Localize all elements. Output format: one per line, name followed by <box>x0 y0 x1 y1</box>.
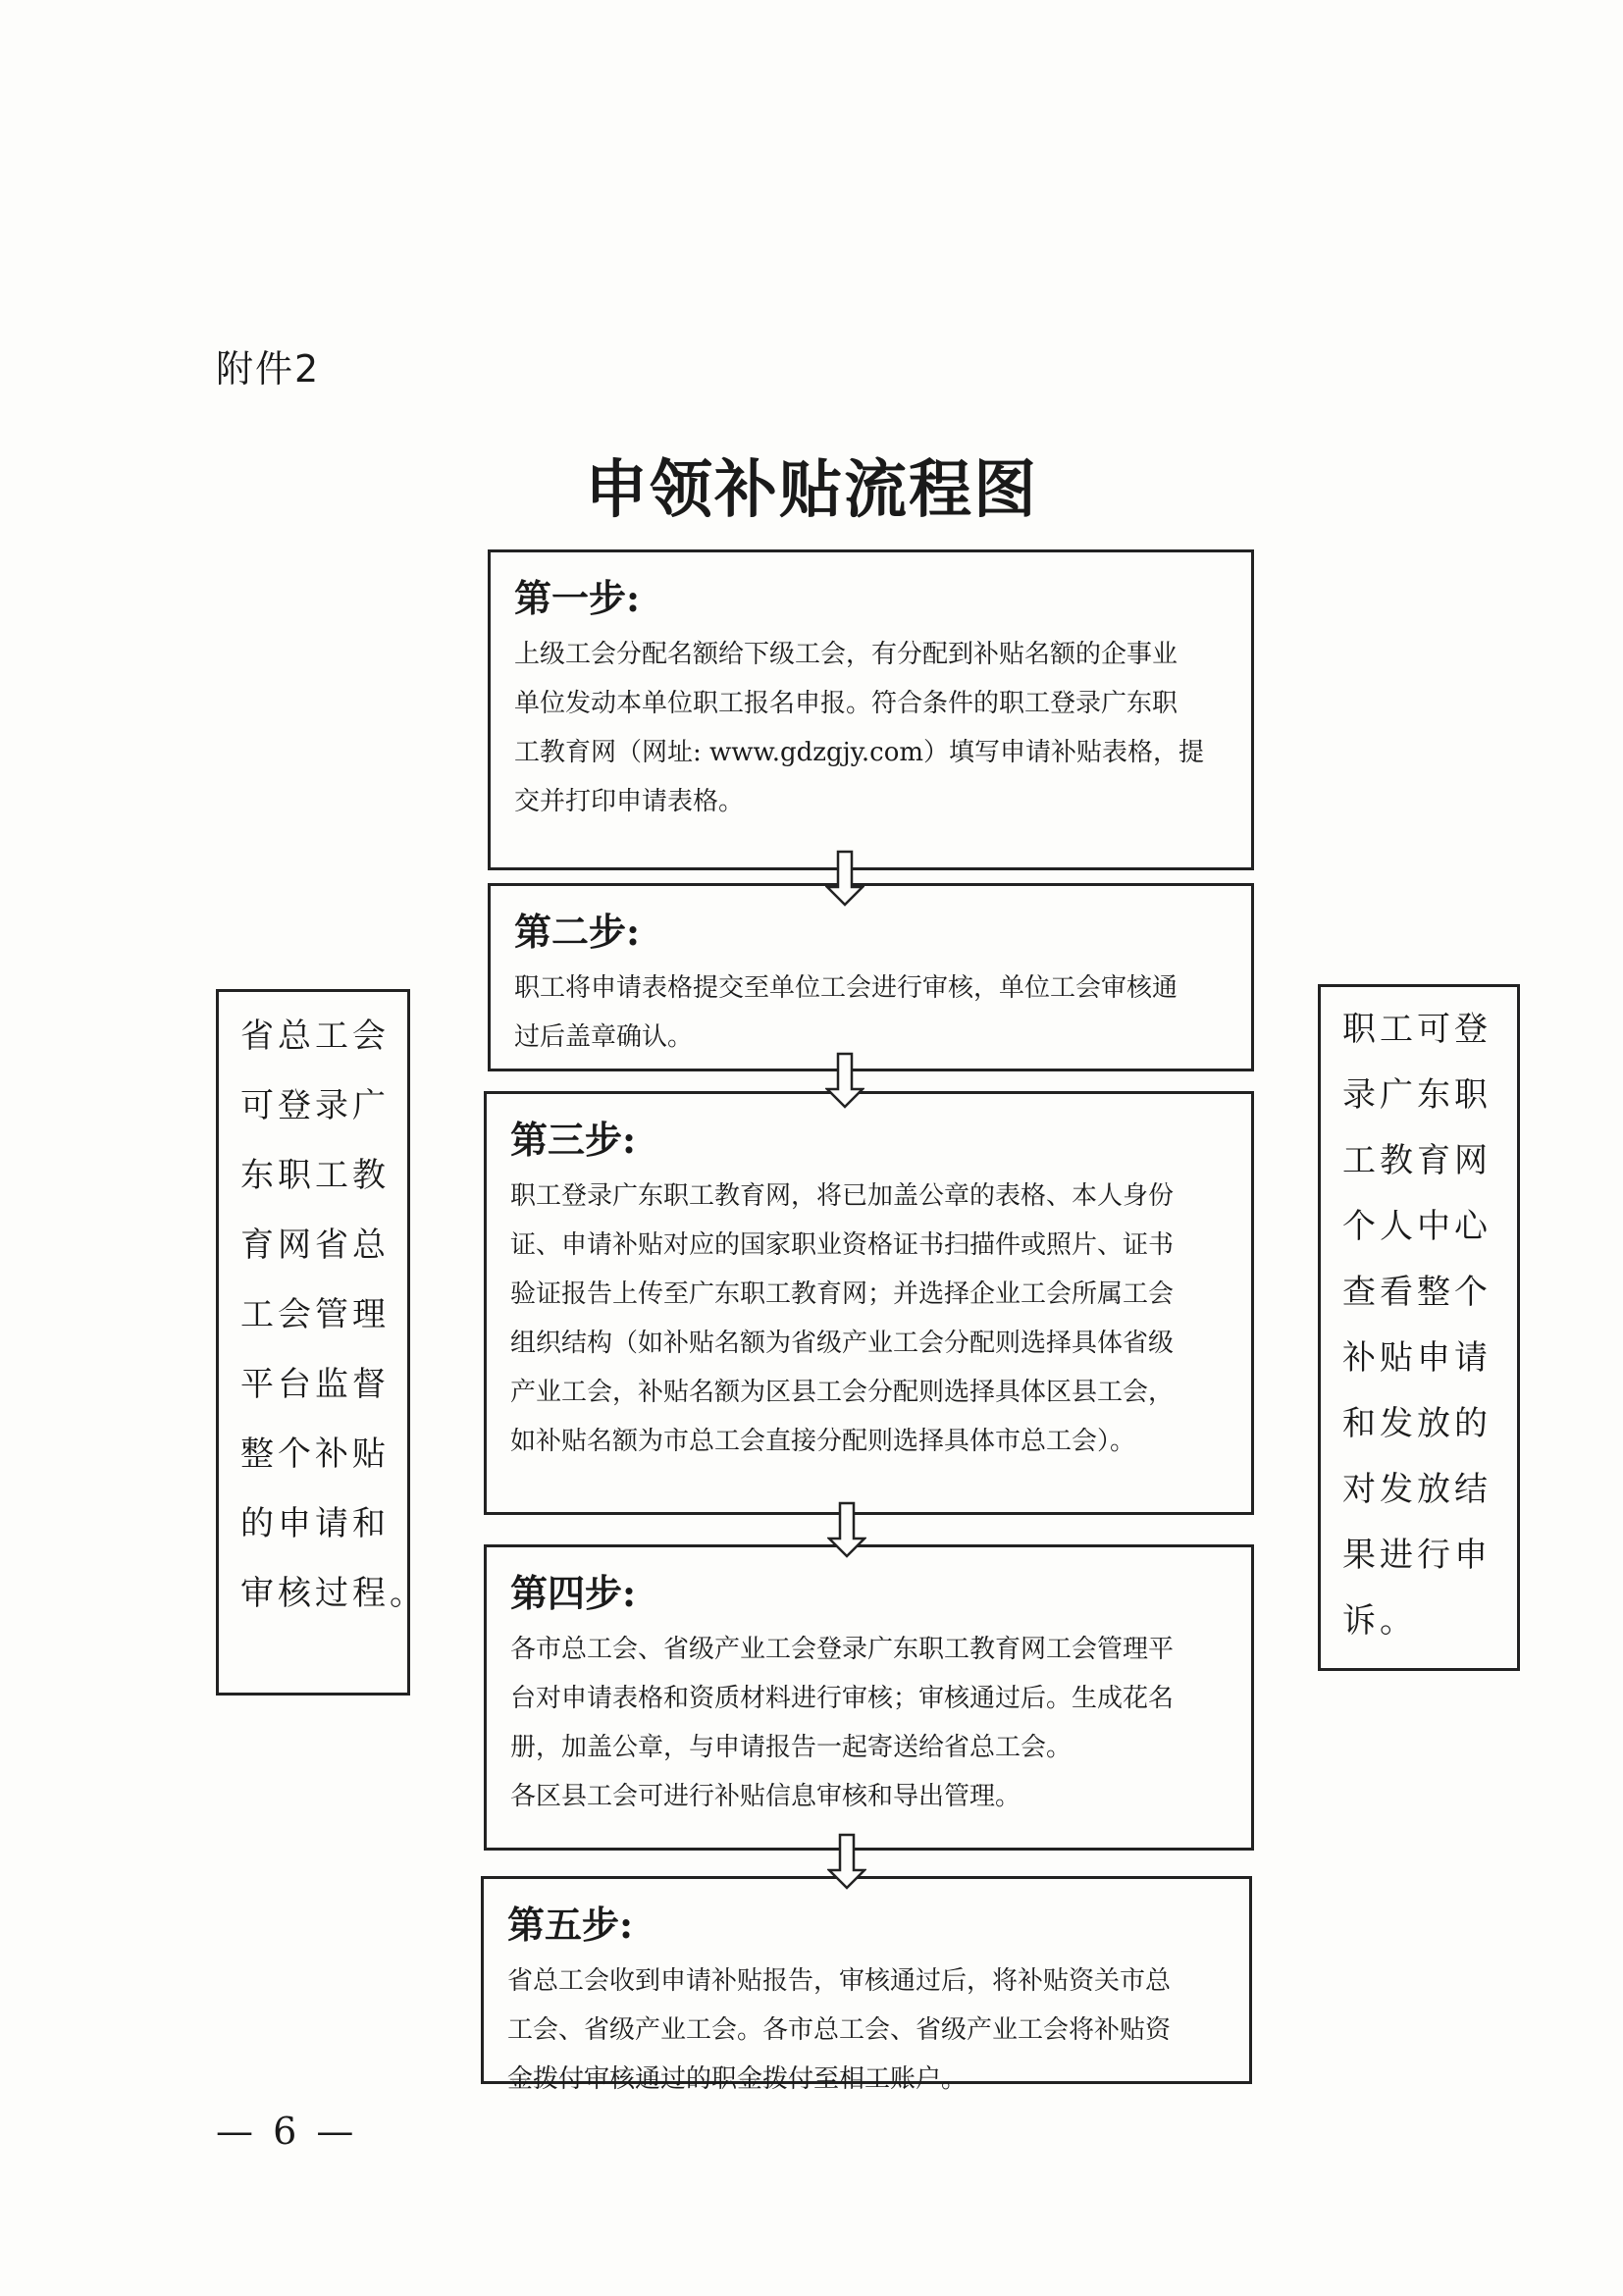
page-title: 申领补贴流程图 <box>585 454 1038 527</box>
down-arrow-icon <box>825 1052 864 1109</box>
left-note-line: 省总工会 <box>240 1017 390 1056</box>
left-note-line: 的申请和 <box>240 1504 390 1543</box>
right-note-line: 录广东职 <box>1342 1075 1492 1115</box>
left-note-line: 育网省总 <box>240 1226 390 1265</box>
step-3-line: 证、申请补贴对应的国家职业资格证书扫描件或照片、证书 <box>510 1230 1175 1260</box>
step-5-box <box>481 1876 1252 2094</box>
right-note-line: 对发放结 <box>1342 1470 1492 1509</box>
step-3-line: 组织结构（如补贴名额为省级产业工会分配则选择具体省级 <box>510 1329 1175 1358</box>
step-1-title: 第一步: <box>514 576 641 620</box>
step-5-line: 金拨付审核通过的职金拨付至相工账户。 <box>507 2064 968 2094</box>
step-1-line: 上级工会分配名额给下级工会，有分配到补贴名额的企事业 <box>514 640 1178 669</box>
step-2-line: 过后盖章确认。 <box>514 1022 694 1052</box>
step-2-box <box>488 883 1254 1071</box>
step-4-line: 各区县工会可进行补贴信息审核和导出管理。 <box>510 1782 1021 1811</box>
right-note-line: 果进行申 <box>1342 1536 1492 1575</box>
step-4-line: 册，加盖公章，与申请报告一起寄送给省总工会。 <box>510 1733 1073 1762</box>
step-5-title: 第五步: <box>507 1903 634 1947</box>
down-arrow-icon <box>825 850 864 907</box>
step-2-line: 职工将申请表格提交至单位工会进行审核，单位工会审核通 <box>514 973 1178 1003</box>
step-3-box <box>484 1091 1254 1515</box>
left-note-line: 东职工教 <box>240 1156 390 1195</box>
right-note-line: 诉。 <box>1342 1601 1417 1641</box>
right-note-line: 工教育网 <box>1342 1141 1492 1180</box>
step-1-line: 单位发动本单位职工报名申报。符合条件的职工登录广东职 <box>514 689 1178 718</box>
step-1-line: 交并打印申请表格。 <box>514 787 745 816</box>
left-note-line: 工会管理 <box>240 1295 390 1334</box>
left-note-line: 平台监督 <box>240 1365 390 1404</box>
step-1-body <box>514 630 1226 826</box>
left-note-box <box>216 989 427 1696</box>
right-note-line: 补贴申请 <box>1342 1338 1492 1378</box>
step-5-line: 省总工会收到申请补贴报告，审核通过后，将补贴资关市总 <box>507 1966 1172 1996</box>
step-1-box <box>488 549 1254 870</box>
step-4-title: 第四步: <box>510 1571 637 1615</box>
step-5-body <box>507 1957 1224 2104</box>
left-note-line: 可登录广 <box>240 1086 390 1125</box>
step-4-box <box>484 1544 1254 1851</box>
down-arrow-icon <box>827 1501 866 1558</box>
attachment-label: 附件2 <box>216 347 321 391</box>
left-note-line: 整个补贴 <box>240 1435 390 1474</box>
down-arrow-icon <box>827 1833 866 1890</box>
step-2-title: 第二步: <box>514 910 641 954</box>
step-3-line: 职工登录广东职工教育网，将已加盖公章的表格、本人身份 <box>510 1181 1175 1211</box>
step-1-line: 工教育网（网址: www.gdzgjy.com）填写申请补贴表格，提 <box>514 738 1205 767</box>
right-note-line: 个人中心 <box>1342 1207 1492 1246</box>
step-2-body <box>514 964 1226 1062</box>
step-3-line: 验证报告上传至广东职工教育网；并选择企业工会所属工会 <box>510 1279 1175 1309</box>
right-note-line: 职工可登 <box>1342 1010 1492 1049</box>
step-4-line: 台对申请表格和资质材料进行审核；审核通过后。生成花名 <box>510 1684 1175 1713</box>
step-4-body <box>510 1625 1226 1821</box>
step-3-body <box>510 1172 1226 1466</box>
step-4-line: 各市总工会、省级产业工会登录广东职工教育网工会管理平 <box>510 1635 1175 1664</box>
page-number: — 6 — <box>216 2110 358 2153</box>
right-note-line: 查看整个 <box>1342 1273 1492 1312</box>
step-5-line: 工会、省级产业工会。各市总工会、省级产业工会将补贴资 <box>507 2015 1172 2045</box>
right-note-line: 和发放的 <box>1342 1404 1492 1443</box>
step-3-line: 如补贴名额为市总工会直接分配则选择具体市总工会）。 <box>510 1427 1136 1456</box>
right-note-box <box>1318 984 1520 1671</box>
left-note-line: 审核过程。 <box>240 1574 427 1613</box>
step-3-line: 产业工会，补贴名额为区县工会分配则选择具体区县工会， <box>510 1378 1175 1407</box>
step-3-title: 第三步: <box>510 1118 637 1162</box>
